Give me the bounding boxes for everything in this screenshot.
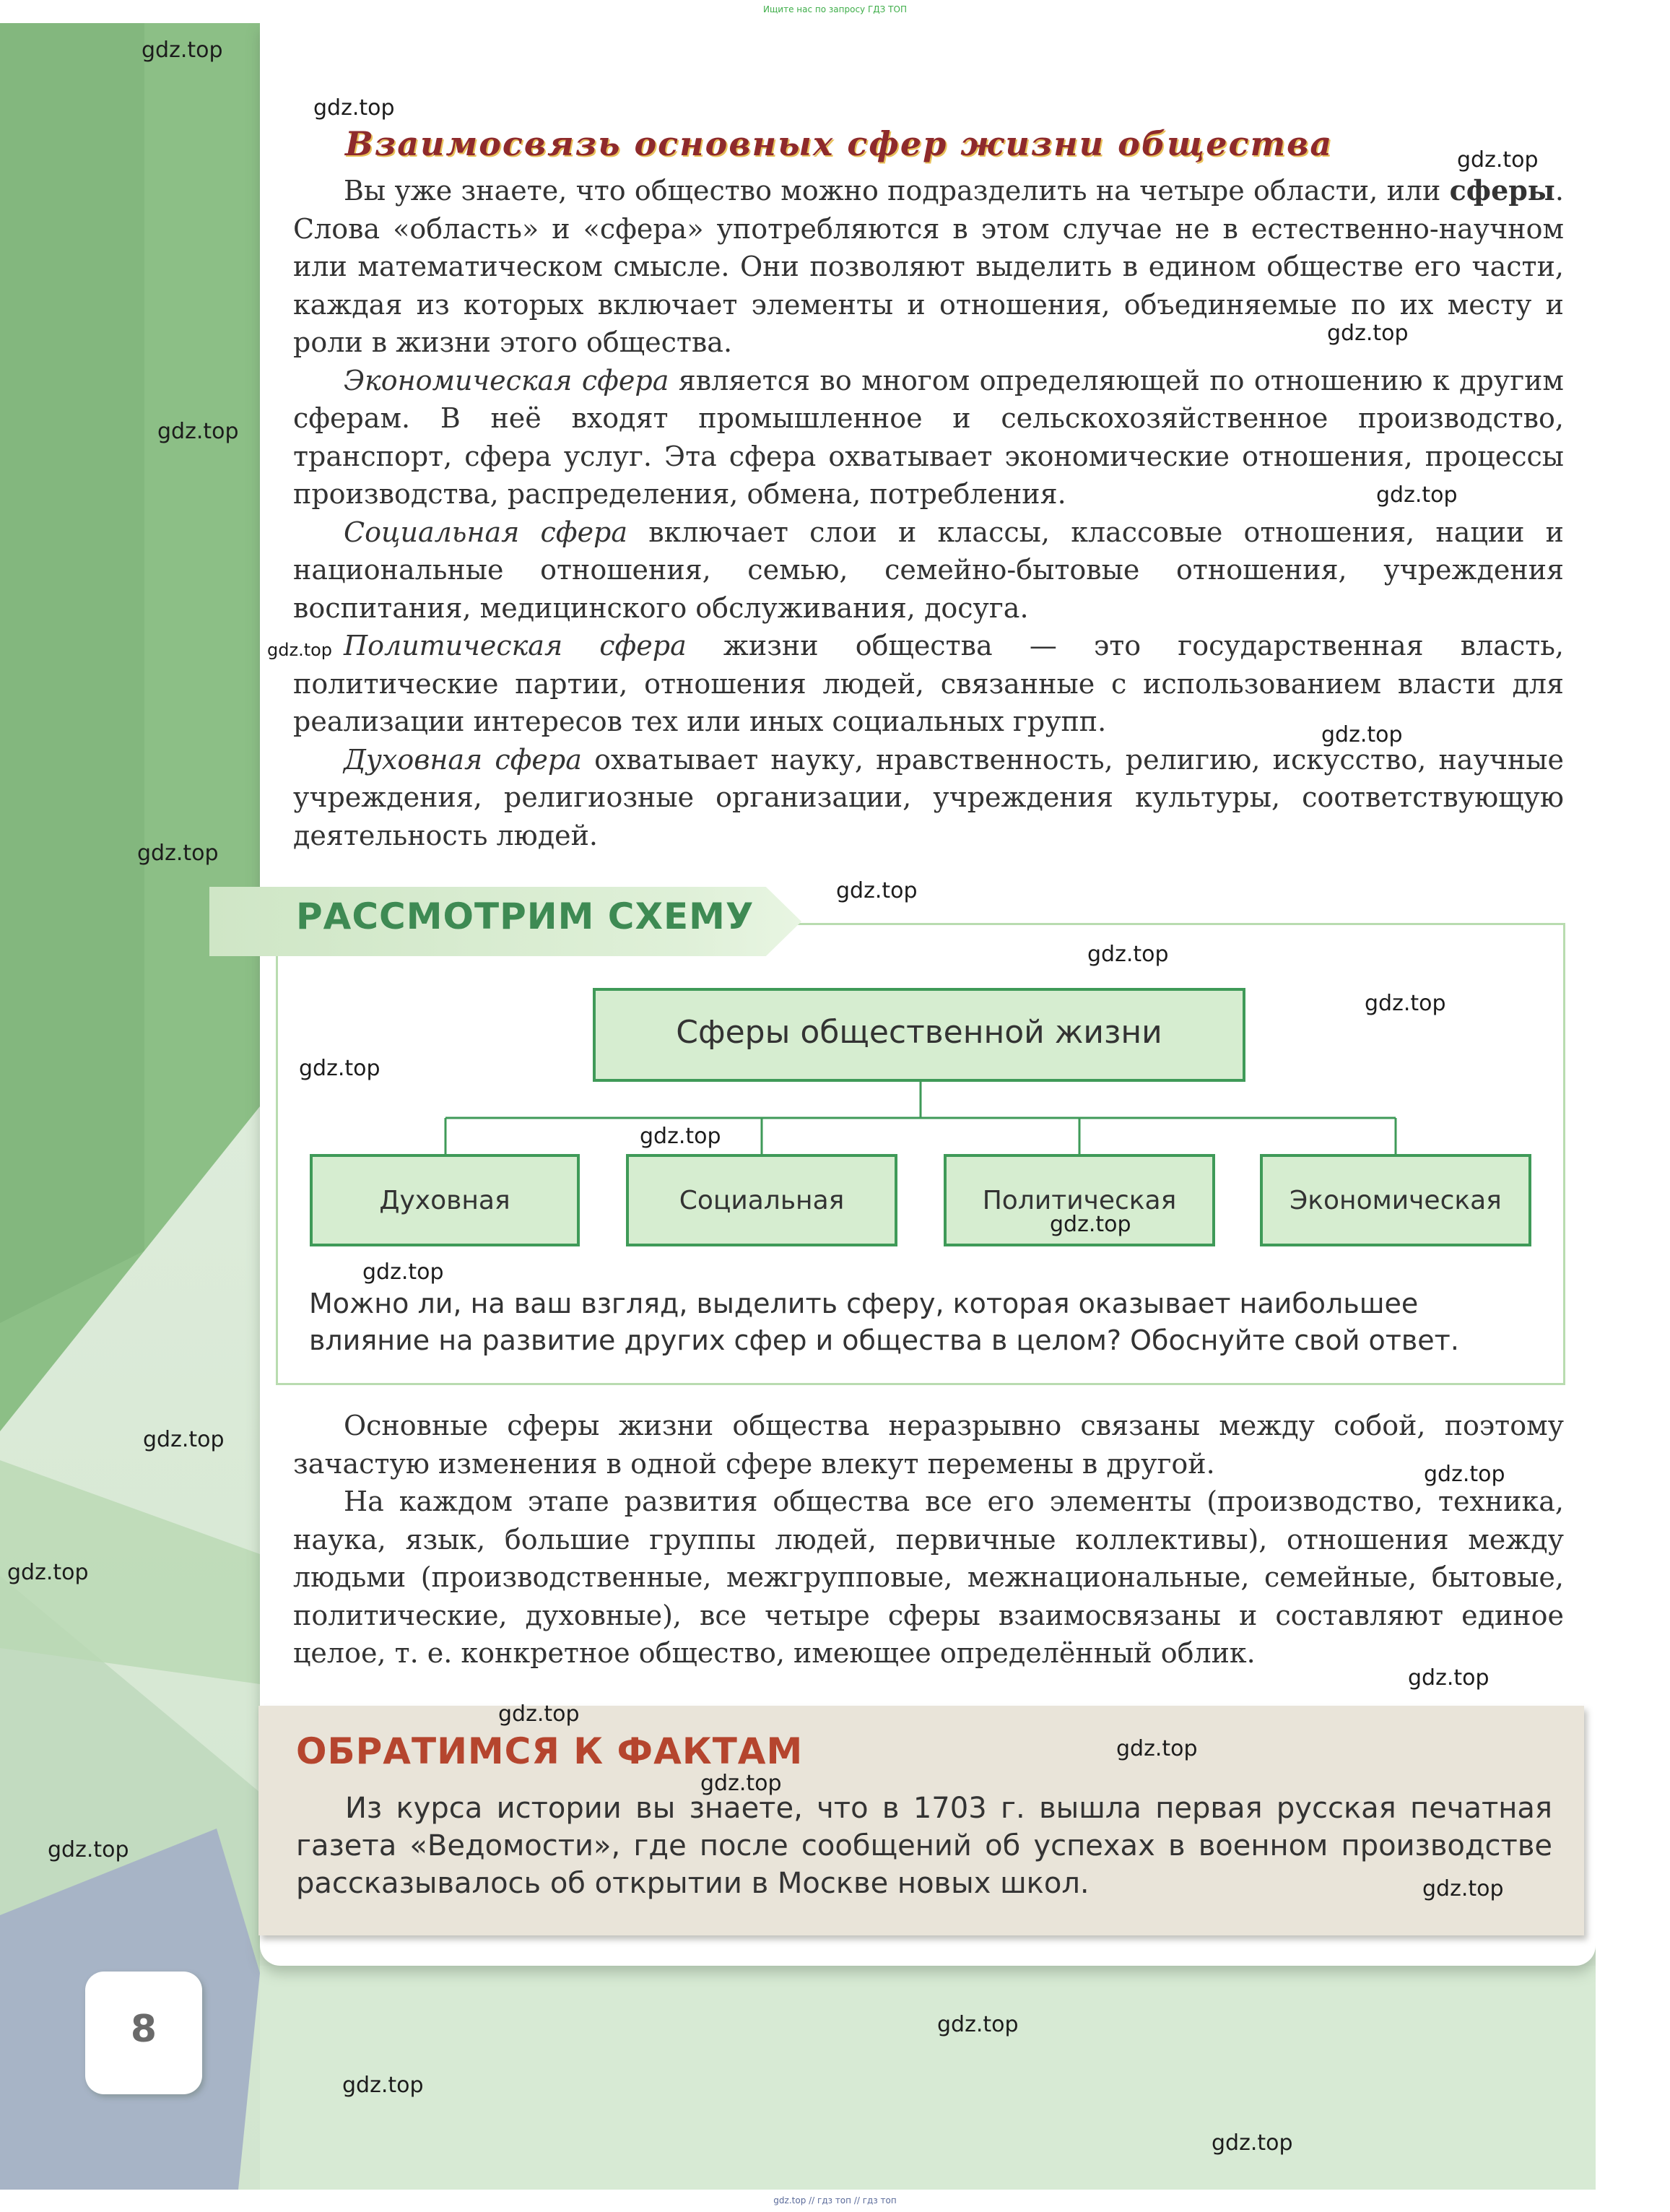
bottom-note: gdz.top // гдз топ // гдз топ [773,2195,897,2206]
watermark: gdz.top [640,1124,721,1149]
diagram-svg [276,923,1565,1298]
paragraph-economic: Экономическая сфера является во многом определяющей по отношению к другим сферам. В неё входят промышленное и сельскохозяйственное производство, транспорт, сфера услуг. Эта сфера охватывает экономические отношения, процессы производства, распределения, обмена, потребления. [293,364,1564,510]
paragraph-stages: На каждом этапе развития общества все его элементы (производство, техника, наука, язык, большие группы людей, первичные коллективы), отношения между людьми (производственные, межгрупповые, межнациональные, семейные, бытовые, политические, духовные), все четыре сферы взаимосвязаны и составляют единое целое, т. е. конкретное общество, имеющее определённый облик. [293,1485,1564,1669]
watermark: gdz.top [362,1259,444,1285]
watermark: gdz.top [157,419,239,444]
page-number: 8 [130,2008,157,2051]
child-label-spiritual: Духовная [379,1186,510,1215]
spheres-diagram [276,923,1565,1298]
section-heading: Взаимосвязь основных сфер жизни общества [345,124,1334,163]
paragraph-spiritual: Духовная сфера охватывает науку, нравственность, религию, искусство, научные учреждения, религиозные организации, учреждения культуры, соответствующую деятельность людей. [293,743,1565,851]
watermark: gdz.top [267,640,333,660]
facts-title: ОБРАТИМСЯ К ФАКТАМ [296,1730,804,1772]
watermark: gdz.top [836,878,918,903]
watermark: gdz.top [498,1701,580,1727]
watermark: gdz.top [1365,991,1446,1016]
top-note: Ищите нас по запросу ГДЗ ТОП [763,4,907,14]
scheme-question: Можно ли, на ваш взгляд, выделить сферу, которая оказывает наибольшее влияние на развитие других сфер и общества в целом? Обоснуйте свой ответ. [309,1288,1459,1356]
watermark: gdz.top [1116,1736,1198,1761]
facts-text: Из курса истории вы знаете, что в 1703 г. вышла первая русская печатная газета «Ведомости», где после сообщений об успехах в военном производстве рассказывалось об открытии в Москве новых школ. [296,1792,1552,1900]
watermark: gdz.top [342,2073,424,2098]
paragraph-social: Социальная сфера включает слои и классы, классовые отношения, нации и национальные отношения, семью, семейно-бытовые отношения, учреждения воспитания, медицинского обслуживания, досуга. [293,516,1564,624]
paragraph-political: Политическая сфера жизни общества — это государственная власть, политические партии, отношения людей, связанные с использованием власти для реализации интересов тех или иных социальных групп. [293,630,1564,737]
scheme-title: РАССМОТРИМ СХЕМУ [296,895,754,937]
watermark: gdz.top [299,1056,380,1081]
deco-shape-2 [0,23,144,1323]
child-label-political: Политическая [982,1186,1177,1215]
watermark: gdz.top [1376,482,1458,508]
watermark: gdz.top [1087,942,1169,967]
paragraph-1: Вы уже знаете, что общество можно подразделить на четыре области, или сферы. Слова «область» и «сфера» употребляются в этом случае не в естественно-научном или математическом смысле. Они позволяют выделить в едином обществе его части, каждая из которых включает элементы и отношения, объединяемые по их месту и роли в жизни этого общества. [293,174,1564,358]
root-label: Сферы общественной жизни [676,1014,1162,1051]
watermark: gdz.top [1424,1462,1505,1487]
watermark: gdz.top [1422,1876,1504,1901]
child-label-social: Социальная [679,1186,845,1215]
watermark: gdz.top [142,38,223,63]
watermark: gdz.top [1408,1665,1489,1691]
watermark: gdz.top [137,841,219,866]
intro-text [293,172,1564,854]
watermark: gdz.top [700,1771,782,1796]
watermark: gdz.top [1321,722,1403,747]
deco-shape-6 [260,1966,1596,2190]
watermark: gdz.top [313,95,395,121]
watermark: gdz.top [143,1427,225,1452]
watermark: gdz.top [1212,2130,1293,2156]
watermark: gdz.top [1327,321,1409,346]
child-label-economic: Экономическая [1290,1186,1502,1215]
conclusion-text [293,1407,1564,1673]
watermark: gdz.top [937,2012,1019,2037]
watermark: gdz.top [48,1837,129,1862]
watermark: gdz.top [1050,1212,1131,1237]
watermark: gdz.top [7,1560,89,1585]
watermark: gdz.top [1457,147,1539,173]
paragraph-connection: Основные сферы жизни общества неразрывно связаны между собой, поэтому зачастую изменения в одной сфере влекут перемены в другой. [293,1410,1564,1480]
